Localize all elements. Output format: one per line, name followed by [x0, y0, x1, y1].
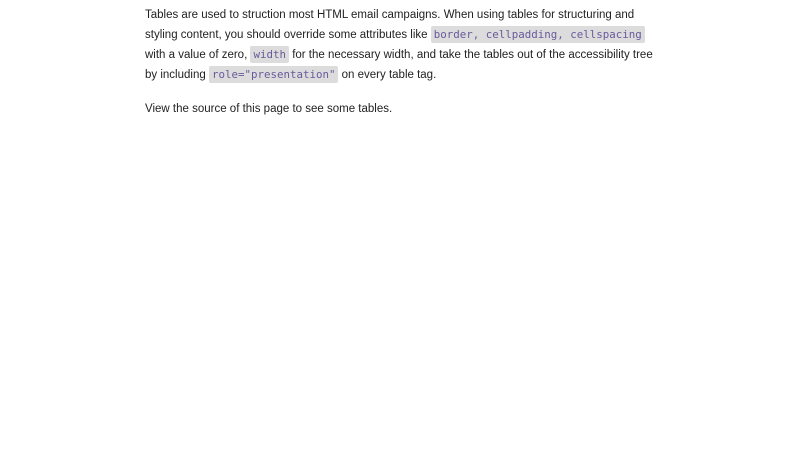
paragraph — [145, 99, 655, 119]
text-run: Tables are used to struction most HTML email campaigns. When using tables for structuring and styling content, you should override some attributes like — [145, 9, 635, 41]
content-column — [145, 0, 655, 119]
paragraph — [145, 5, 655, 85]
text-run: with a value of zero, — [145, 49, 251, 61]
inline-code: border, cellpadding, cellspacing — [431, 26, 645, 43]
inline-code: width — [250, 46, 289, 63]
text-run: for the necessary width, and take the tables out of the accessibility tree by including — [145, 49, 653, 81]
inline-code: role="presentation" — [209, 66, 339, 83]
text-run: on every table tag. — [338, 69, 437, 81]
text-run: View the source of this page to see some tables. — [145, 103, 393, 115]
